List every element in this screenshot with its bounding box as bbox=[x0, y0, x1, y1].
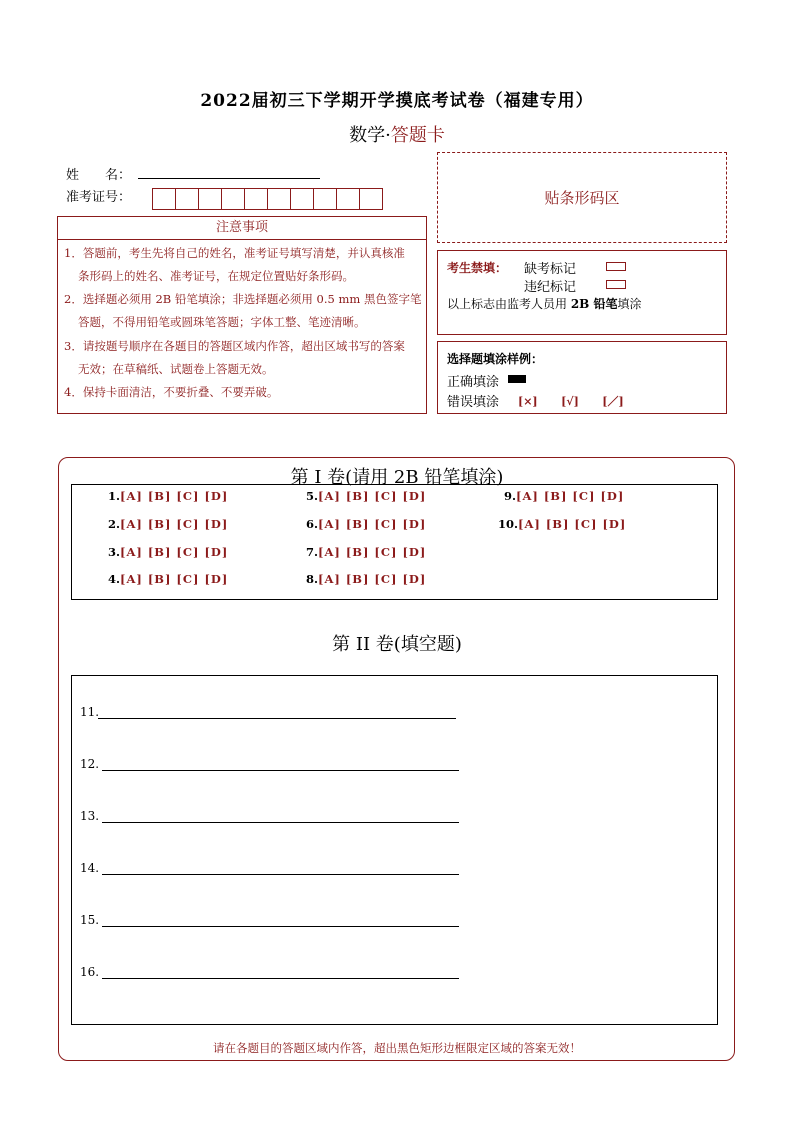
notice-heading: 注意事项 bbox=[58, 217, 426, 240]
notice-line: 答题，不得用铅笔或圆珠笔答题；字体工整、笔迹清晰。 bbox=[78, 315, 366, 329]
exam-id-digit-box[interactable] bbox=[175, 188, 199, 210]
ban-note-post: 填涂 bbox=[617, 297, 642, 311]
answer-options[interactable]: [A] [B] [C] [D] bbox=[120, 545, 229, 559]
notice-line: 无效；在草稿纸、试题卷上答题无效。 bbox=[78, 362, 274, 376]
ban-note-pre: 以上标志由监考人员用 bbox=[447, 297, 571, 311]
fb-answer-line-11[interactable] bbox=[98, 718, 456, 719]
notice-item-4 bbox=[64, 381, 422, 404]
notice-line: 4．保持卡面清洁，不要折叠、不要弄破。 bbox=[64, 385, 279, 399]
mc-question-1[interactable] bbox=[108, 489, 228, 503]
name-label: 姓 名： bbox=[66, 168, 132, 183]
mc-question-7[interactable] bbox=[306, 545, 426, 559]
mc-question-4[interactable] bbox=[108, 572, 228, 586]
barcode-label: 贴条形码区 bbox=[544, 189, 620, 207]
notice-line: 1．答题前，考生先将自己的姓名，准考证号填写清楚，并认真核准 bbox=[64, 246, 405, 260]
question-number: 3. bbox=[108, 545, 121, 559]
wrong-fill-label: 错误填涂 bbox=[447, 395, 500, 410]
ban-note bbox=[447, 295, 642, 312]
exam-title: 2022届初三下学期开学摸底考试卷（福建专用） bbox=[200, 91, 594, 111]
fb-answer-line-16[interactable] bbox=[102, 978, 459, 979]
exam-id-digit-box[interactable] bbox=[198, 188, 222, 210]
fill-sample-box bbox=[437, 341, 727, 414]
notice-box bbox=[57, 216, 427, 414]
ban-label: 考生禁填： bbox=[447, 261, 508, 275]
question-number: 9. bbox=[504, 489, 517, 503]
notice-line: 2．选择题必须用 2B 铅笔填涂；非选择题必须用 0.5 mm 黑色签字笔 bbox=[64, 292, 422, 306]
question-number: 6. bbox=[306, 517, 319, 531]
exam-id-digit-box[interactable] bbox=[313, 188, 337, 210]
absent-mark-label: 缺考标记 bbox=[524, 262, 577, 277]
question-number: 7. bbox=[306, 545, 319, 559]
exam-id-digit-box[interactable] bbox=[267, 188, 291, 210]
mc-question-8[interactable] bbox=[306, 572, 426, 586]
name-field[interactable] bbox=[138, 178, 320, 179]
absent-mark-box[interactable] bbox=[606, 262, 626, 271]
answer-options[interactable]: [A] [B] [C] [D] bbox=[120, 489, 229, 503]
fb-question-number: 11. bbox=[80, 705, 100, 719]
wrong-mark-slash: [／] bbox=[602, 395, 624, 408]
exam-id-digit-box[interactable] bbox=[221, 188, 245, 210]
section2-title: 第 II 卷(填空题) bbox=[332, 634, 462, 655]
wrong-mark-cross: [×] bbox=[518, 395, 538, 408]
mc-question-9[interactable] bbox=[504, 489, 624, 503]
fb-question-number: 15. bbox=[80, 913, 100, 927]
notice-item-1 bbox=[64, 242, 422, 288]
notice-line: 3．请按题号顺序在各题目的答题区域内作答，超出区域书写的答案 bbox=[64, 339, 405, 353]
section1-title: 第 I 卷(请用 2B 铅笔填涂) bbox=[290, 467, 504, 488]
exam-id-label: 准考证号： bbox=[66, 190, 132, 205]
notice-line: 条形码上的姓名、准考证号，在规定位置贴好条形码。 bbox=[78, 269, 354, 283]
violation-mark-label: 违纪标记 bbox=[524, 280, 577, 295]
answer-options[interactable]: [A] [B] [C] [D] bbox=[318, 489, 427, 503]
mc-question-10[interactable] bbox=[498, 517, 626, 531]
fill-blank-box bbox=[71, 675, 718, 1025]
question-number: 8. bbox=[306, 572, 319, 586]
question-number: 4. bbox=[108, 572, 121, 586]
answer-options[interactable]: [A] [B] [C] [D] bbox=[516, 489, 625, 503]
mc-question-2[interactable] bbox=[108, 517, 228, 531]
answer-options[interactable]: [A] [B] [C] [D] bbox=[120, 572, 229, 586]
exam-id-digit-box[interactable] bbox=[244, 188, 268, 210]
exam-id-digit-box[interactable] bbox=[336, 188, 360, 210]
subtitle-sheet: 答题卡 bbox=[390, 125, 445, 146]
answer-options[interactable]: [A] [B] [C] [D] bbox=[318, 572, 427, 586]
notice-item-3 bbox=[64, 335, 422, 381]
footer-warning: 请在各题目的答题区域内作答，超出黑色矩形边框限定区域的答案无效！ bbox=[213, 1041, 581, 1055]
candidate-forbidden-box bbox=[437, 250, 727, 335]
question-number: 2. bbox=[108, 517, 121, 531]
fill-sample-heading: 选择题填涂样例： bbox=[447, 352, 544, 366]
exam-id-digit-box[interactable] bbox=[152, 188, 176, 210]
wrong-fill-marks bbox=[518, 393, 624, 409]
answer-options[interactable]: [A] [B] [C] [D] bbox=[518, 517, 627, 531]
fb-answer-line-14[interactable] bbox=[102, 874, 459, 875]
wrong-mark-check: [√] bbox=[561, 395, 579, 408]
answer-options[interactable]: [A] [B] [C] [D] bbox=[318, 517, 427, 531]
exam-id-boxes bbox=[152, 188, 382, 210]
fb-answer-line-12[interactable] bbox=[102, 770, 459, 771]
question-number: 5. bbox=[306, 489, 319, 503]
ban-note-bold: 2B 铅笔 bbox=[570, 297, 618, 311]
question-number: 1. bbox=[108, 489, 121, 503]
exam-id-digit-box[interactable] bbox=[359, 188, 383, 210]
subtitle-subject: 数学· bbox=[349, 125, 391, 146]
barcode-area bbox=[437, 152, 727, 243]
correct-fill-mark bbox=[508, 375, 526, 383]
answer-options[interactable]: [A] [B] [C] [D] bbox=[120, 517, 229, 531]
question-number: 10. bbox=[498, 517, 519, 531]
fb-question-number: 13. bbox=[80, 809, 100, 823]
correct-fill-label: 正确填涂 bbox=[447, 375, 500, 390]
fb-question-number: 14. bbox=[80, 861, 100, 875]
exam-id-digit-box[interactable] bbox=[290, 188, 314, 210]
violation-mark-box[interactable] bbox=[606, 280, 626, 289]
mc-question-5[interactable] bbox=[306, 489, 426, 503]
fb-question-number: 16. bbox=[80, 965, 100, 979]
fb-question-number: 12. bbox=[80, 757, 100, 771]
notice-item-2 bbox=[64, 288, 422, 334]
answer-sheet-subtitle bbox=[0, 121, 794, 147]
fb-answer-line-15[interactable] bbox=[102, 926, 459, 927]
answer-options[interactable]: [A] [B] [C] [D] bbox=[318, 545, 427, 559]
mc-question-3[interactable] bbox=[108, 545, 228, 559]
fb-answer-line-13[interactable] bbox=[102, 822, 459, 823]
mc-question-6[interactable] bbox=[306, 517, 426, 531]
